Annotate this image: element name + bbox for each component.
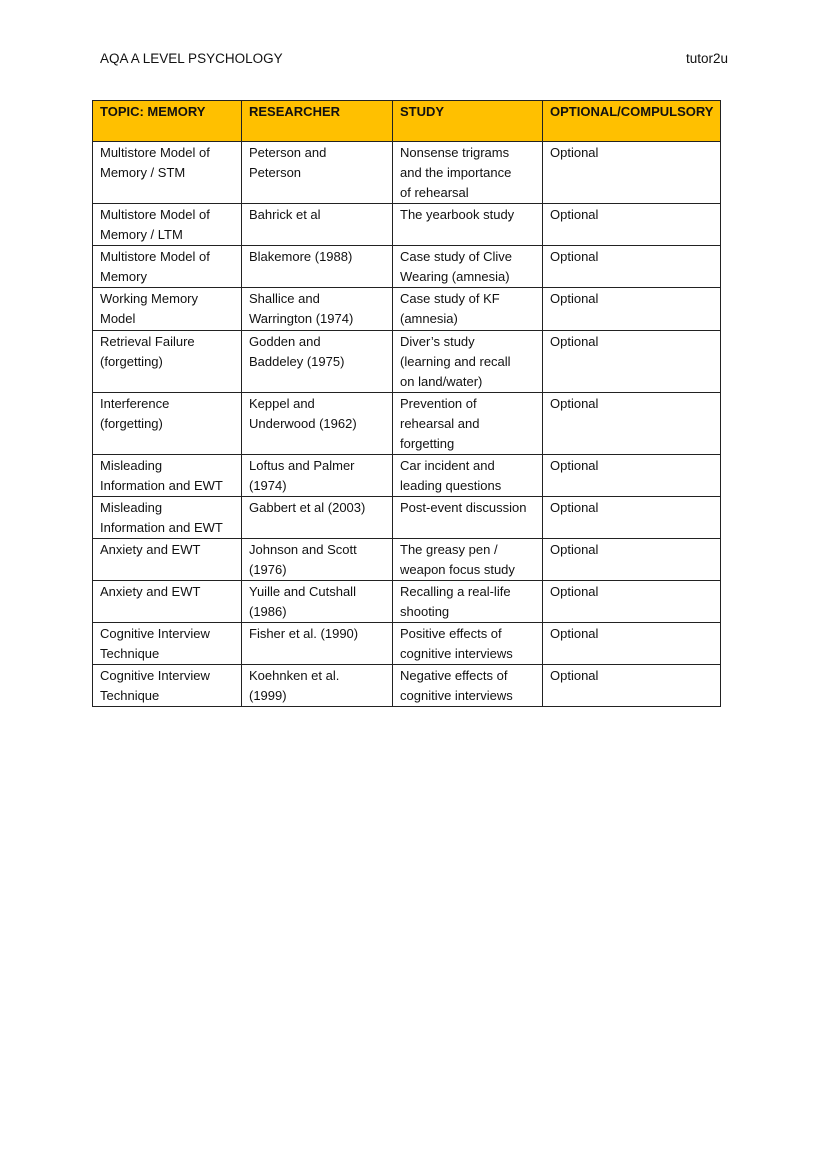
study-cell: Positive effects of cognitive interviews [393,623,543,665]
table-row [93,665,721,707]
study-cell: Diver’s study (learning and recall on land/water) [393,331,543,393]
table-row [93,581,721,623]
study-cell: Post-event discussion [393,497,543,539]
status-cell: Optional [543,204,721,246]
status-cell: Optional [543,665,721,707]
table-row [93,331,721,393]
topic-cell: Misleading Information and EWT [93,455,242,497]
topic-cell: Misleading Information and EWT [93,497,242,539]
researcher-cell: Peterson and Peterson [242,142,393,204]
study-cell: Recalling a real-life shooting [393,581,543,623]
study-cell: Negative effects of cognitive interviews [393,665,543,707]
status-cell: Optional [543,331,721,393]
topic-cell: Retrieval Failure (forgetting) [93,331,242,393]
topic-cell: Working Memory Model [93,288,242,331]
topic-cell: Multistore Model of Memory / LTM [93,204,242,246]
study-cell: Case study of Clive Wearing (amnesia) [393,246,543,288]
study-cell: The greasy pen / weapon focus study [393,539,543,581]
table-header-row [93,101,721,142]
researcher-cell: Blakemore (1988) [242,246,393,288]
study-cell: Case study of KF (amnesia) [393,288,543,331]
status-cell: Optional [543,455,721,497]
topic-cell: Multistore Model of Memory / STM [93,142,242,204]
status-cell: Optional [543,246,721,288]
document-header-brand: tutor2u [685,51,728,66]
researcher-cell: Shallice and Warrington (1974) [242,288,393,331]
table-row [93,393,721,455]
study-cell: Nonsense trigrams and the importance of rehearsal [393,142,543,204]
topic-cell: Cognitive Interview Technique [93,623,242,665]
document-header-title: AQA A LEVEL PSYCHOLOGY [100,51,283,66]
topic-cell: Multistore Model of Memory [93,246,242,288]
researcher-cell: Godden and Baddeley (1975) [242,331,393,393]
topic-cell: Interference (forgetting) [93,393,242,455]
table-row [93,288,721,331]
status-cell: Optional [543,142,721,204]
topic-cell: Anxiety and EWT [93,581,242,623]
researcher-cell: Gabbert et al (2003) [242,497,393,539]
researcher-cell: Keppel and Underwood (1962) [242,393,393,455]
researcher-cell: Yuille and Cutshall (1986) [242,581,393,623]
table-row [93,497,721,539]
study-cell: The yearbook study [393,204,543,246]
status-cell: Optional [543,288,721,331]
topic-cell: Anxiety and EWT [93,539,242,581]
column-header-optional: OPTIONAL/COMPULSORY [543,101,721,142]
status-cell: Optional [543,393,721,455]
study-cell: Car incident and leading questions [393,455,543,497]
topic-cell: Cognitive Interview Technique [93,665,242,707]
researcher-cell: Loftus and Palmer (1974) [242,455,393,497]
researcher-cell: Koehnken et al. (1999) [242,665,393,707]
column-header-study: STUDY [393,101,543,142]
status-cell: Optional [543,539,721,581]
column-header-researcher: RESEARCHER [242,101,393,142]
table-row [93,246,721,288]
column-header-topic: TOPIC: MEMORY [93,101,242,142]
study-cell: Prevention of rehearsal and forgetting [393,393,543,455]
researcher-cell: Johnson and Scott (1976) [242,539,393,581]
status-cell: Optional [543,497,721,539]
table-row [93,539,721,581]
researcher-cell: Fisher et al. (1990) [242,623,393,665]
status-cell: Optional [543,623,721,665]
memory-studies-table [92,100,721,707]
table-row [93,204,721,246]
table-row [93,623,721,665]
researcher-cell: Bahrick et al [242,204,393,246]
table-row [93,142,721,204]
table-row [93,455,721,497]
status-cell: Optional [543,581,721,623]
